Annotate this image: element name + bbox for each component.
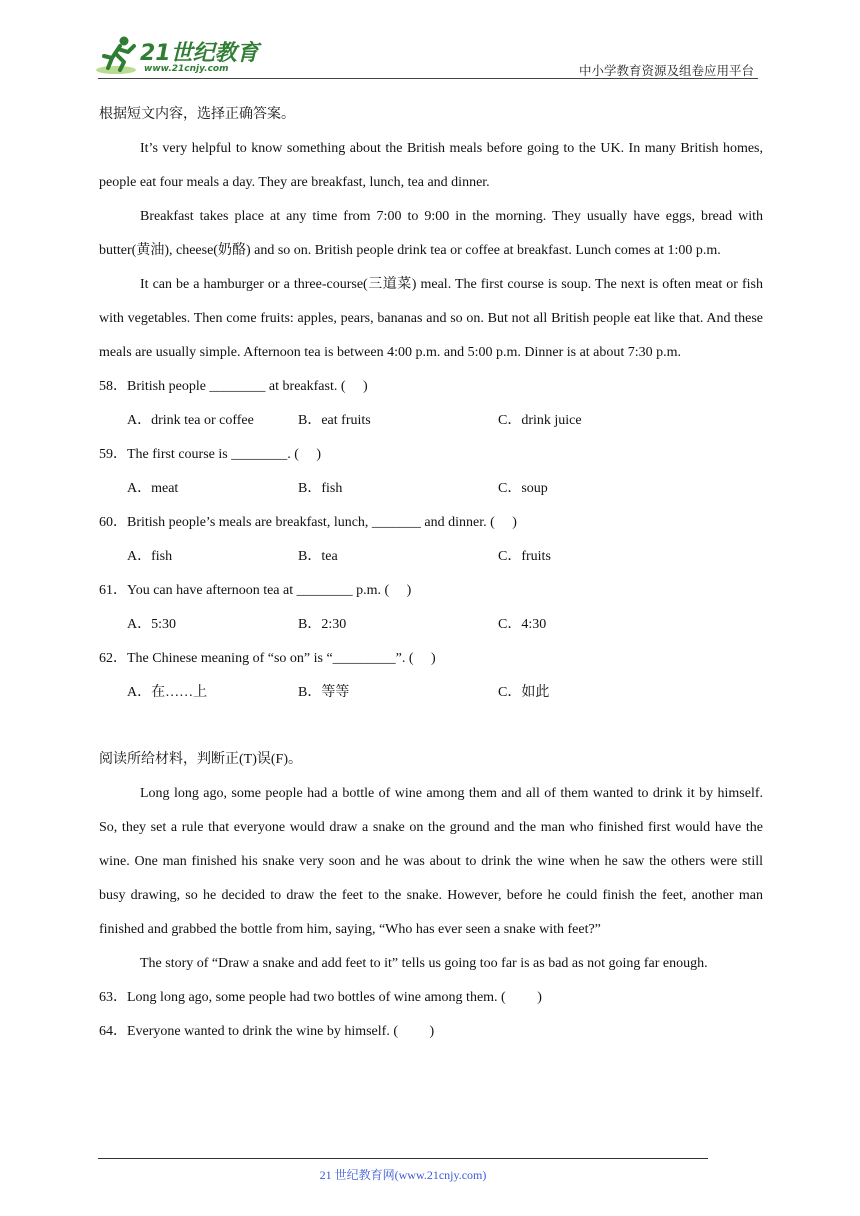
question-59-options <box>99 472 763 506</box>
question-62: 62．The Chinese meaning of “so on” is “_________”. ( ) <box>99 651 436 666</box>
footer-divider <box>98 1158 708 1159</box>
site-logo <box>94 34 264 78</box>
logo-text: 21世纪教育 <box>140 41 259 66</box>
question-58-options <box>99 404 763 438</box>
option-a: A．drink tea or coffee <box>127 413 254 428</box>
header-divider <box>98 78 758 79</box>
option-c: C．fruits <box>498 549 551 564</box>
option-c: C．如此 <box>498 685 550 700</box>
question-63: 63．Long long ago, some people had two bottles of wine among them. ( ) <box>99 990 542 1005</box>
option-a: A．meat <box>127 481 179 496</box>
option-c: C．4:30 <box>498 617 547 632</box>
option-c: C．drink juice <box>498 413 582 428</box>
option-b: B．eat fruits <box>298 413 371 428</box>
platform-name: 中小学教育资源及组卷应用平台 <box>578 64 754 78</box>
question-64: 64．Everyone wanted to drink the wine by himself. ( ) <box>99 1024 435 1039</box>
option-a: A．在……上 <box>127 685 208 700</box>
option-b: B．tea <box>298 549 338 564</box>
passage2-paragraph-1: Long long ago, some people had a bottle of wine among them and all of them wanted to drink it by himself. So, they set a rule that everyone would draw a snake on the ground and the man who finished first would have the wine. One man finished his snake very soon and he was about to drink the wine when he saw the others were still busy drawing, so he decided to draw the feet to the snake. However, before he could finish the feet, another man finished and grabbed the bottle from him, saying, “Who has ever seen a snake with feet?” <box>99 786 763 937</box>
section2-instruction: 阅读所给材料，判断正(T)误(F)。 <box>99 752 302 767</box>
page-content <box>99 98 763 1049</box>
page-header <box>0 0 860 80</box>
option-a: A．fish <box>127 549 173 564</box>
passage2-paragraph-2: The story of “Draw a snake and add feet to it” tells us going too far is as bad as not going far enough. <box>140 956 708 971</box>
question-58: 58．British people ________ at breakfast. ( ) <box>99 379 368 394</box>
question-59: 59．The first course is ________. ( ) <box>99 447 322 462</box>
question-61-options <box>99 608 763 642</box>
logo-url: www.21cnjy.com <box>144 64 229 74</box>
runner-logo-icon <box>94 34 140 76</box>
passage1-paragraph-2: Breakfast takes place at any time from 7:00 to 9:00 in the morning. They usually have eggs, bread with butter(黄油), cheese(奶酪) and so on. British people drink tea or coffee at breakfast. Lunch comes at 1:00 p.m. <box>99 209 763 258</box>
page-footer: 21 世纪教育网(www.21cnjy.com) <box>319 1168 487 1182</box>
option-b: B．等等 <box>298 685 350 700</box>
passage1-paragraph-3: It can be a hamburger or a three-course(三道菜) meal. The first course is soup. The next is often meat or fish with vegetables. Then come fruits: apples, pears, bananas and so on. But not all British people eat like that. And these meals are usually simple. Afternoon tea is between 4:00 p.m. and 5:00 p.m. Dinner is at about 7:30 p.m. <box>99 277 763 360</box>
question-60-options <box>99 540 763 574</box>
option-a: A．5:30 <box>127 617 176 632</box>
option-c: C．soup <box>498 481 548 496</box>
passage1-paragraph-1: It’s very helpful to know something about the British meals before going to the UK. In many British homes, people eat four meals a day. They are breakfast, lunch, tea and dinner. <box>99 141 763 190</box>
option-b: B．fish <box>298 481 343 496</box>
option-b: B．2:30 <box>298 617 347 632</box>
question-62-options <box>99 676 763 710</box>
question-60: 60．British people’s meals are breakfast, lunch, _______ and dinner. ( ) <box>99 515 517 530</box>
section1-instruction: 根据短文内容，选择正确答案。 <box>99 107 295 122</box>
section-spacer <box>99 710 763 743</box>
question-61: 61．You can have afternoon tea at ________ p.m. ( ) <box>99 583 412 598</box>
